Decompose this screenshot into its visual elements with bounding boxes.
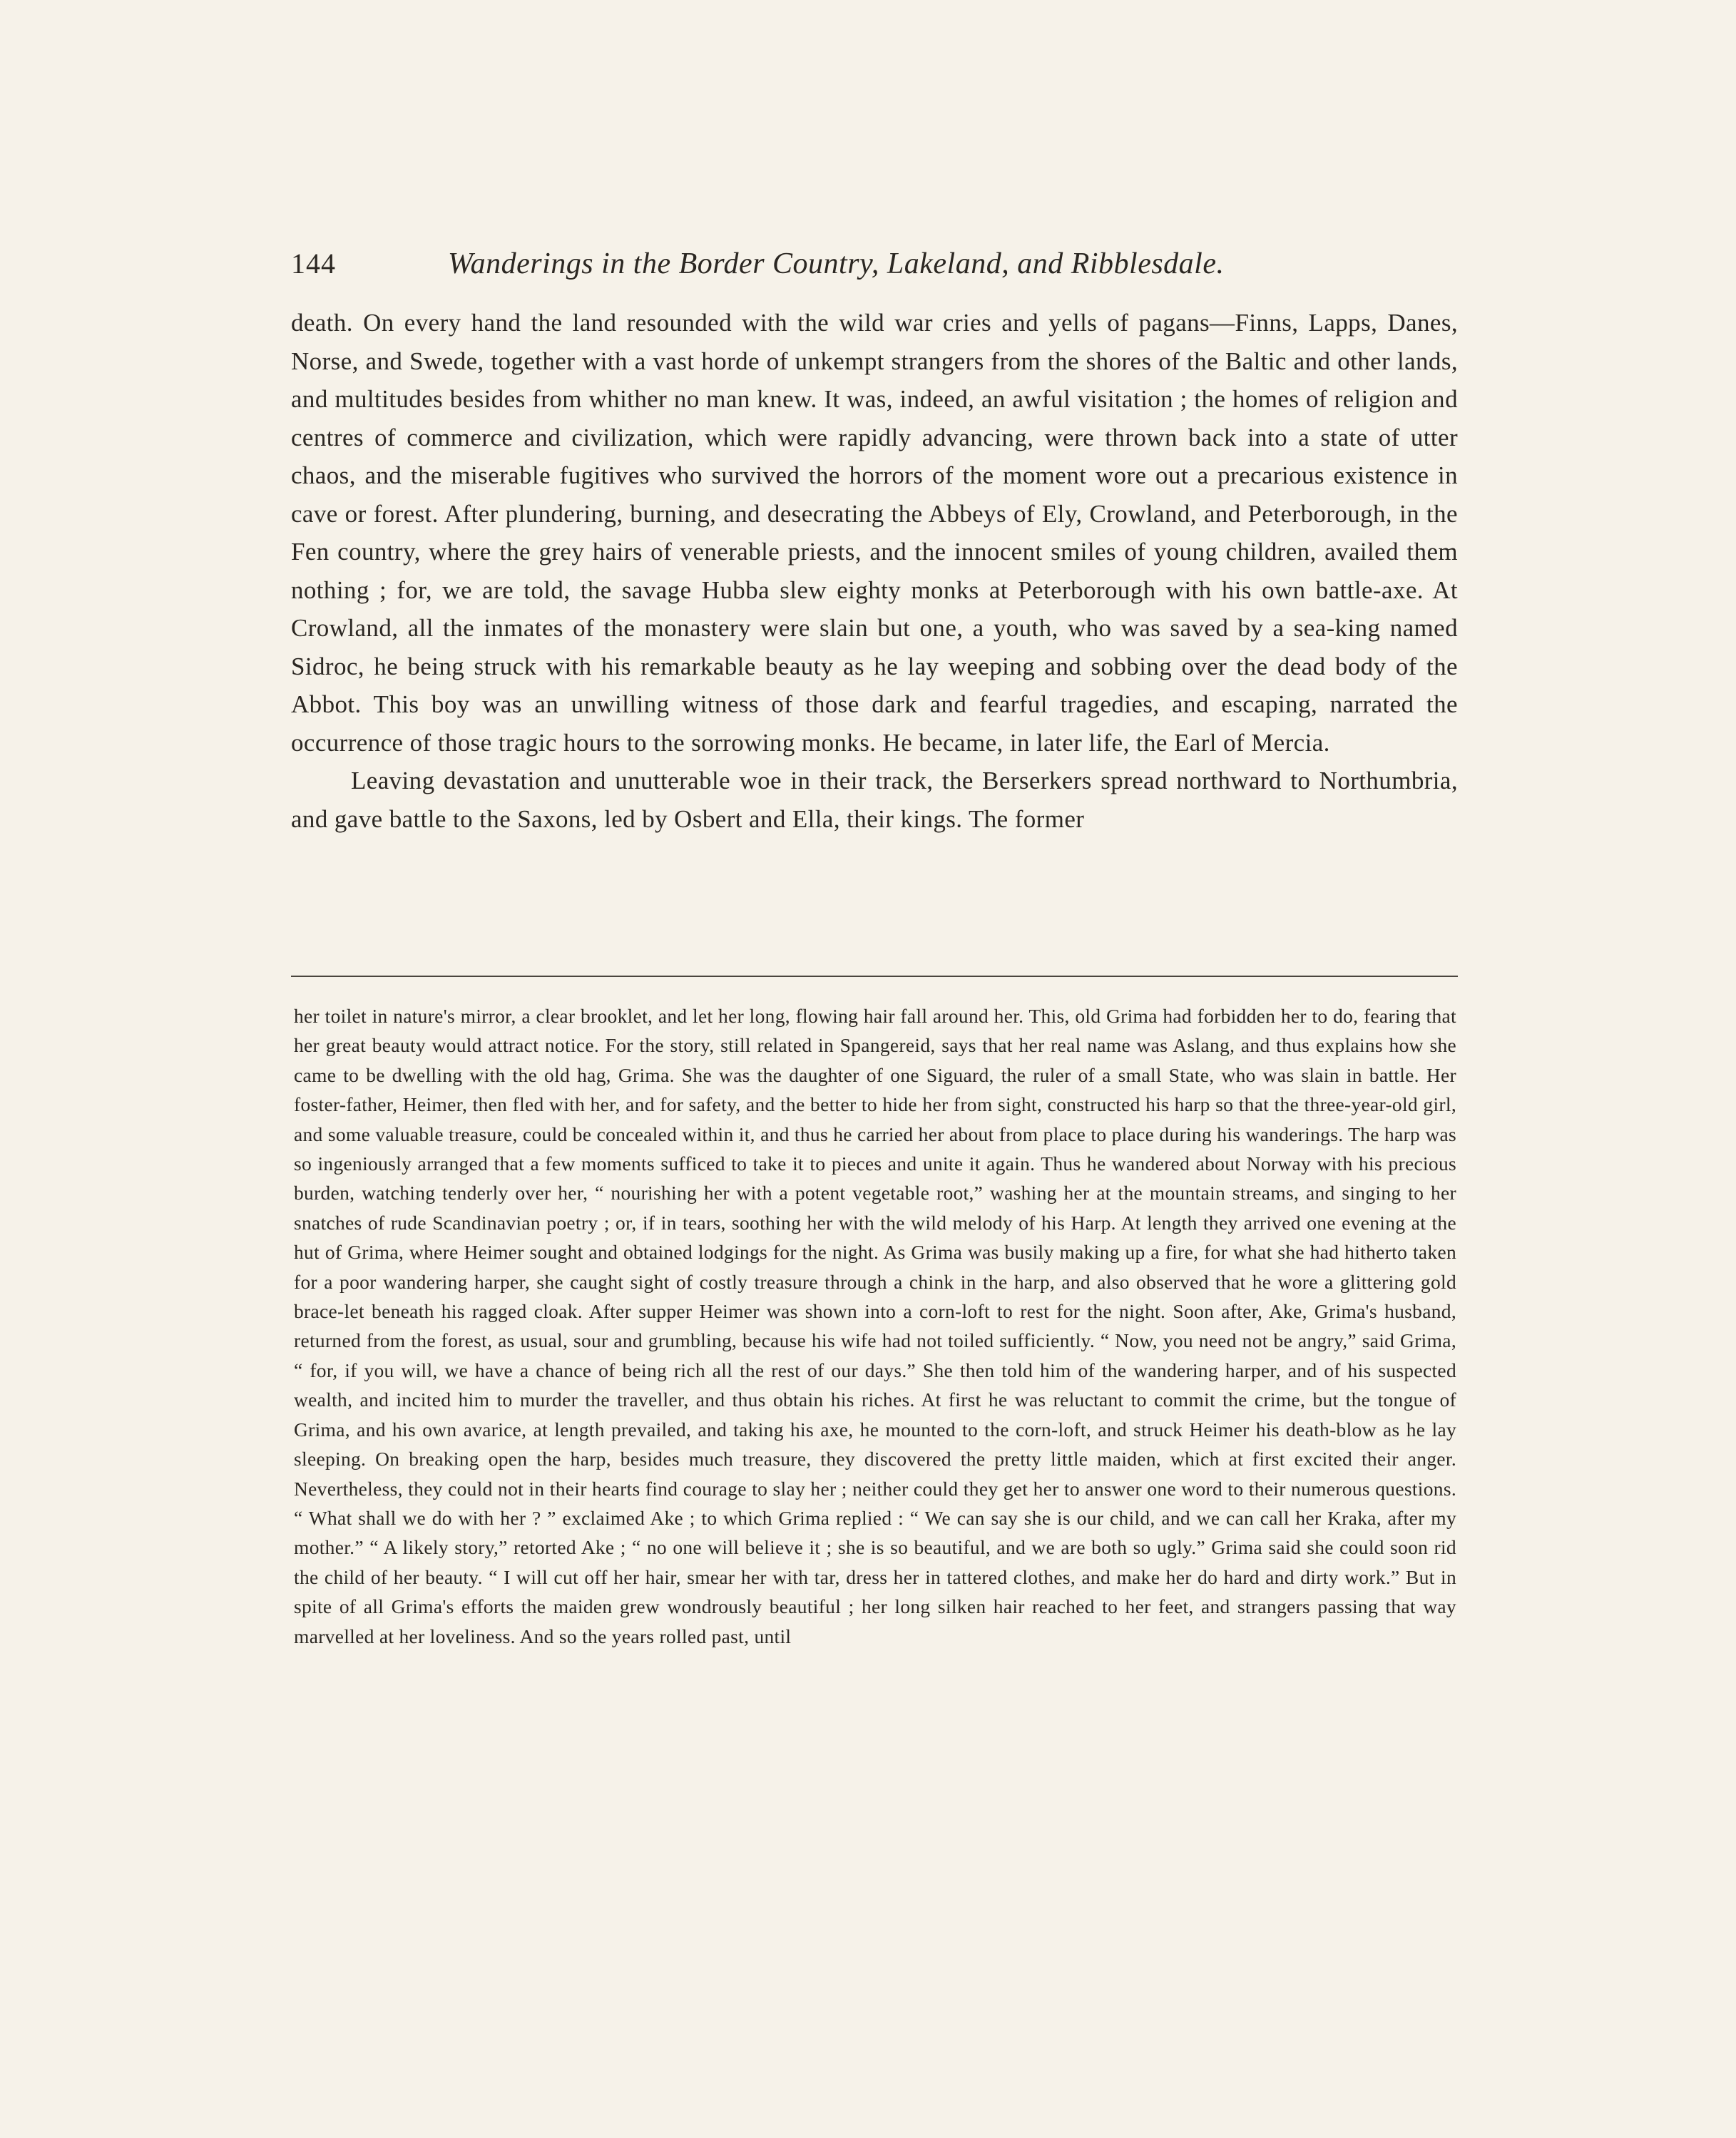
main-text — [291, 304, 1458, 838]
footnote-divider — [291, 976, 1458, 977]
footnote-text: her toilet in nature's mirror, a clear brooklet, and let her long, flowing hair fall around her. This, old Grima had forbidden her to do, fearing that her great beauty would attract notice. For the story, still related in Spangereid, says that her real name was Aslang, and thus explains how she came to be dwelling with the old hag, Grima. She was the daughter of one Siguard, the ruler of a small State, who was slain in battle. Her foster-father, Heimer, then fled with her, and for safety, and the better to hide her from sight, constructed his harp so that the three-year-old girl, and some valuable treasure, could be concealed within it, and thus he carried her about from place to place during his wanderings. The harp was so ingeniously arranged that a few moments sufficed to take it to pieces and unite it again. Thus he wandered about Norway with his precious burden, watching tenderly over her, “ nourishing her with a potent vegetable root,” washing her at the mountain streams, and singing to her snatches of rude Scandinavian poetry ; or, if in tears, soothing her with the wild melody of his Harp. At length they arrived one evening at the hut of Grima, where Heimer sought and obtained lodgings for the night. As Grima was busily making up a fire, for what she had hitherto taken for a poor wandering harper, she caught sight of costly treasure through a chink in the harp, and also observed that he wore a glittering gold brace-let beneath his ragged cloak. After supper Heimer was shown into a corn-loft to rest for the night. Soon after, Ake, Grima's husband, returned from the forest, as usual, sour and grumbling, because his wife had not toiled sufficiently. “ Now, you need not be angry,” said Grima, “ for, if you will, we have a chance of being rich all the rest of our days.” She then told him of the wandering harper, and of his suspected wealth, and incited him to murder the traveller, and thus obtain his riches. At first he was reluctant to commit the crime, but the tongue of Grima, and his own avarice, at length prevailed, and taking his axe, he mounted to the corn-loft, and struck Heimer his death-blow as he lay sleeping. On breaking open the harp, besides much treasure, they discovered the pretty little maiden, which at first excited their anger. Nevertheless, they could not in their hearts find courage to slay her ; neither could they get her to answer one word to their numerous questions. “ What shall we do with her ? ” exclaimed Ake ; to which Grima replied : “ We can say she is our child, and we can call her Kraka, after my mother.” “ A likely story,” retorted Ake ; “ no one will believe it ; she is so beautiful, and we are both so ugly.” Grima said she could soon rid the child of her beauty. “ I will cut off her hair, smear her with tar, dress her in tattered clothes, and make her do hard and dirty work.” But in spite of all Grima's efforts the maiden grew wondrously beautiful ; her long silken hair reached to her feet, and strangers passing that way marvelled at her loveliness. And so the years rolled past, until — [294, 1005, 1456, 1647]
body-paragraph-2: Leaving devastation and unutterable woe in their track, the Berserkers spread northward to Northumbria, and gave battle to the Saxons, led by Osbert and Ella, their kings. The former — [291, 767, 1458, 833]
running-head — [291, 241, 1458, 287]
body-paragraph-1: death. On every hand the land resounded with the wild war cries and yells of pagans—Finns, Lapps, Danes, Norse, and Swede, together with a vast horde of unkempt strangers from the shores of the Baltic and other lands, and multitudes besides from whither no man knew. It was, indeed, an awful visitation ; the homes of religion and centres of commerce and civilization, which were rapidly advancing, were thrown back into a state of utter chaos, and the miserable fugitives who survived the horrors of the moment wore out a precarious existence in cave or forest. After plundering, burning, and desecrating the Abbeys of Ely, Crowland, and Peterborough, in the Fen country, where the grey hairs of venerable priests, and the innocent smiles of young children, availed them nothing ; for, we are told, the savage Hubba slew eighty monks at Peterborough with his own battle-axe. At Crowland, all the inmates of the monastery were slain but one, a youth, who was saved by a sea-king named Sidroc, he being struck with his remarkable beauty as he lay weeping and sobbing over the dead body of the Abbot. This boy was an unwilling witness of those dark and fearful tragedies, and escaping, narrated the occurrence of those tragic hours to the sorrowing monks. He became, in later life, the Earl of Mercia. — [291, 309, 1458, 757]
running-title: Wanderings in the Border Country, Lakeland, and Ribblesdale. — [448, 247, 1225, 280]
footnote — [294, 1001, 1456, 1651]
page-number: 144 — [291, 247, 336, 280]
